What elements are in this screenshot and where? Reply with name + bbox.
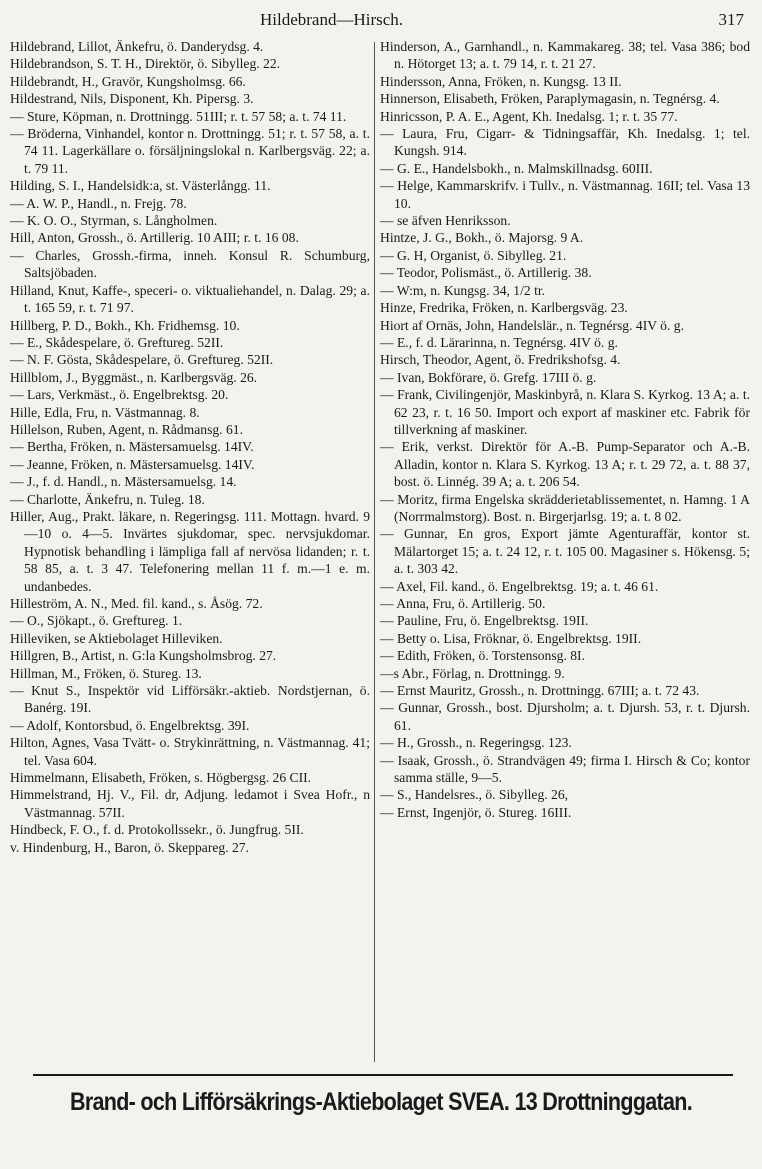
page-header	[0, 10, 762, 32]
directory-entry: Hildebrand, Lillot, Änkefru, ö. Danderydsg. 4.	[10, 39, 264, 54]
directory-entry: Hindbeck, F. O., f. d. Protokollssekr., ö. Jungfrug. 5II.	[10, 822, 304, 838]
directory-entry: — Pauline, Fru, ö. Engelbrektsg. 19II.	[380, 613, 589, 629]
footer-advertisement: Brand- och Lifförsäkrings-Aktiebolaget SVEA. 13 Drottninggatan.	[69, 1088, 693, 1116]
directory-entry: — Charles, Grossh.-firma, inneh. Konsul R. Schumburg, Saltsjöbaden.	[10, 247, 370, 281]
directory-entry: Hillgren, B., Artist, n. G:la Kungsholmsbrog. 27.	[10, 648, 277, 664]
directory-entry: — Edith, Fröken, ö. Torstensonsg. 8I.	[380, 648, 585, 664]
directory-entry: — Erik, verkst. Direktör för A.-B. Pump-Separator och A.-B. Alladin, kontor n. Klara S. Kyrkog. 13 A; r. t. 29 72, a. t. 88 37, bost. ö. Linnég. 39 A; a. t. 206 54.	[380, 439, 750, 490]
directory-entry: — Anna, Fru, ö. Artillerig. 50.	[380, 596, 546, 611]
directory-entry: v. Hindenburg, H., Baron, ö. Skeppareg. 27.	[10, 839, 249, 855]
directory-entry: Hinderson, A., Garnhandl., n. Kammakareg. 38; tel. Vasa 386; bod n. Hötorget 13; a. t. 79 14, r. t. 21 27.	[380, 39, 750, 72]
directory-entry: — Isaak, Grossh., ö. Strandvägen 49; firma I. Hirsch & Co; kontor samma ställe, 9—5.	[380, 752, 750, 786]
directory-entry: Hildebrandson, S. T. H., Direktör, ö. Sibylleg. 22.	[10, 56, 281, 72]
directory-entry: Hinricsson, P. A. E., Agent, Kh. Inedalsg. 1; r. t. 35 77.	[380, 108, 678, 124]
directory-entry: — Charlotte, Änkefru, n. Tuleg. 18.	[10, 491, 205, 507]
page-number: 317	[718, 10, 744, 29]
directory-entry: Hirsch, Theodor, Agent, ö. Fredrikshofsg. 4.	[380, 352, 621, 368]
directory-entry: Hintze, J. G., Bokh., ö. Majorsg. 9 A.	[380, 230, 584, 246]
directory-entry: — Jeanne, Fröken, n. Mästersamuelsg. 14IV.	[10, 456, 255, 472]
directory-entry: —s Abr., Förlag, n. Drottningg. 9.	[380, 665, 565, 681]
directory-entry: — Sture, Köpman, n. Drottningg. 51III; r. t. 57 58; a. t. 74 11.	[10, 108, 347, 124]
directory-entry: — G. E., Handelsbokh., n. Malmskillnadsg. 60III.	[380, 160, 653, 176]
directory-entry: Hildebrandt, H., Gravör, Kungsholmsg. 66.	[10, 73, 246, 89]
directory-entry: — Ernst Mauritz, Grossh., n. Drottningg. 67III; a. t. 72 43.	[380, 683, 700, 699]
directory-entry: — A. W. P., Handl., n. Frejg. 78.	[10, 195, 187, 211]
directory-entry: — Helge, Kammarskrifv. i Tullv., n. Västmannag. 16II; tel. Vasa 13 10.	[380, 178, 750, 211]
directory-entry: — Axel, Fil. kand., ö. Engelbrektsg. 19; a. t. 46 61.	[380, 578, 659, 594]
directory-entry: Hilleström, A. N., Med. fil. kand., s. Åsög. 72.	[10, 596, 263, 611]
directory-entry: — Teodor, Polismäst., ö. Artillerig. 38.	[380, 265, 592, 281]
directory-entry: Hillelson, Ruben, Agent, n. Rådmansg. 61.	[10, 421, 243, 437]
directory-entry: — Ernst, Ingenjör, ö. Stureg. 16III.	[380, 804, 572, 820]
directory-entry: Hiller, Aug., Prakt. läkare, n. Regeringsg. 111. Mottagn. hvard. 9—10 o. 4—5. Invärtes sjukdomar, spec. nervsjukdomar. Hypnotisk behandling i lämpliga fall af nervösa lidanden; r. t. 58 85, a. t. 3 47. Telefonering mellan 11 f. m.—1 e. m. undanbedes.	[10, 508, 370, 594]
directory-entry: — W:m, n. Kungsg. 34, 1/2 tr.	[380, 282, 546, 298]
directory-entry: Hindersson, Anna, Fröken, n. Kungsg. 13 II.	[380, 73, 622, 89]
directory-entry: Hiort af Ornäs, John, Handelslär., n. Tegnérsg. 4IV ö. g.	[380, 317, 684, 333]
directory-entry: Hillman, M., Fröken, ö. Stureg. 13.	[10, 665, 202, 681]
directory-entry: — Gunnar, Grossh., bost. Djursholm; a. t. Djursh. 53, r. t. Djursh. 61.	[380, 700, 750, 733]
directory-entry: — J., f. d. Handl., n. Mästersamuelsg. 14.	[10, 474, 237, 490]
directory-entry: — Ivan, Bokförare, ö. Grefg. 17III ö. g.	[380, 369, 597, 385]
running-head: Hildebrand—Hirsch.	[260, 10, 404, 29]
directory-entry: — O., Sjökapt., ö. Greftureg. 1.	[10, 613, 183, 629]
directory-entry: Hillblom, J., Byggmäst., n. Karlbergsväg. 26.	[10, 369, 258, 385]
directory-entry: — se äfven Henriksson.	[380, 213, 511, 229]
directory-entry: — S., Handelsres., ö. Sibylleg. 26,	[380, 787, 569, 803]
directory-entry: Hilland, Knut, Kaffe-, speceri- o. viktualiehandel, n. Dalag. 29; a. t. 165 59, r. t. 71 97.	[10, 282, 370, 316]
directory-entry: — G. H, Organist, ö. Sibylleg. 21.	[380, 247, 567, 263]
directory-entry: Himmelmann, Elisabeth, Fröken, s. Högbergsg. 26 CII.	[10, 770, 312, 786]
directory-entry: Hille, Edla, Fru, n. Västmannag. 8.	[10, 404, 200, 420]
directory-entry: Hilding, S. I., Handelsidk:a, st. Västerlångg. 11.	[10, 178, 271, 194]
directory-entry: — Betty o. Lisa, Fröknar, ö. Engelbrektsg. 19II.	[380, 630, 642, 646]
directory-entry: Hillberg, P. D., Bokh., Kh. Fridhemsg. 10.	[10, 317, 240, 333]
directory-entry: — Bertha, Fröken, n. Mästersamuelsg. 14IV.	[10, 439, 254, 455]
directory-entry: Himmelstrand, Hj. V., Fil. dr, Adjung. ledamot i Svea Hofr., n Västmannag. 57II.	[10, 787, 370, 820]
directory-entry: — N. F. Gösta, Skådespelare, ö. Greftureg. 52II.	[10, 352, 274, 368]
footer-rule	[33, 1074, 733, 1076]
directory-entry: Hill, Anton, Grossh., ö. Artillerig. 10 AIII; r. t. 16 08.	[10, 230, 299, 246]
directory-entry: — E., Skådespelare, ö. Greftureg. 52II.	[10, 334, 224, 350]
directory-entry: Hildestrand, Nils, Disponent, Kh. Pipersg. 3.	[10, 91, 254, 107]
directory-entry: — Gunnar, En gros, Export jämte Agenturaffär, kontor st. Mälartorget 15; a. t. 24 12, r. t. 105 00. Magasiner s. Hökensg. 5; a. t. 303 42.	[380, 526, 750, 577]
left-column	[10, 38, 370, 1073]
right-column	[380, 38, 750, 1073]
directory-entry: — Knut S., Inspektör vid Lifförsäkr.-aktieb. Nordstjernan, ö. Banérg. 19I.	[10, 683, 370, 716]
directory-entry: Hilleviken, se Aktiebolaget Hilleviken.	[10, 630, 223, 646]
directory-entry: Hinze, Fredrika, Fröken, n. Karlbergsväg. 23.	[380, 300, 628, 316]
column-divider	[374, 42, 375, 1062]
directory-entry: — Lars, Verkmäst., ö. Engelbrektsg. 20.	[10, 387, 229, 403]
directory-entry: — Laura, Fru, Cigarr- & Tidningsaffär, Kh. Inedalsg. 1; tel. Kungsh. 914.	[380, 126, 750, 159]
directory-entry: — H., Grossh., n. Regeringsg. 123.	[380, 735, 572, 751]
directory-entry: — K. O. O., Styrman, s. Långholmen.	[10, 213, 218, 229]
directory-entry: — Adolf, Kontorsbud, ö. Engelbrektsg. 39I.	[10, 717, 250, 733]
entry-columns	[10, 38, 750, 1073]
directory-entry: Hinnerson, Elisabeth, Fröken, Paraplymagasin, n. Tegnérsg. 4.	[380, 91, 720, 107]
directory-entry: — Moritz, firma Engelska skrädderietablissementet, n. Hamng. 1 A (Norrmalmstorg). Bost. n. Birgerjarlsg. 19; a. t. 8 02.	[380, 491, 750, 524]
directory-entry: Hilton, Agnes, Vasa Tvätt- o. Strykinrättning, n. Västmannag. 41; tel. Vasa 604.	[10, 735, 370, 768]
directory-entry: — Bröderna, Vinhandel, kontor n. Drottningg. 51; r. t. 57 58, a. t. 74 11. Lagerkällare o. försäljningslokal n. Karlbergsväg. 22; a. t. 79 11.	[10, 126, 370, 176]
directory-entry: — E., f. d. Lärarinna, n. Tegnérsg. 4IV ö. g.	[380, 334, 618, 350]
directory-entry: — Frank, Civilingenjör, Maskinbyrå, n. Klara S. Kyrkog. 13 A; a. t. 62 23, r. t. 16 50. Import och export af maskiner etc. Fabrik för tillverkning af maskiner.	[380, 387, 750, 437]
